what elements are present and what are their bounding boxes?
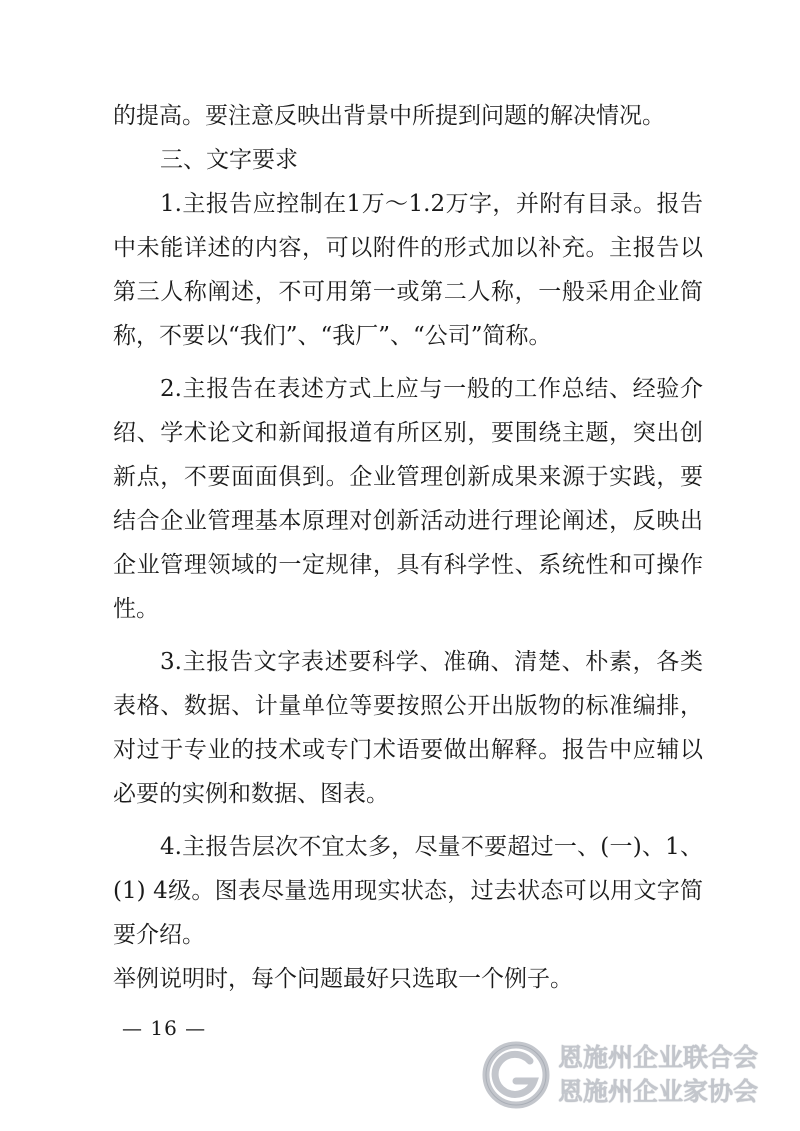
watermark-line-2: 恩施州企业家协会 [558, 1077, 759, 1106]
watermark [480, 1032, 790, 1118]
watermark-text [558, 1041, 758, 1109]
paragraph-2: 2.主报告在表述方式上应与一般的工作总结、经验介绍、学术论文和新闻报道有所区别，要围绕主题，突出创新点，不要面面俱到。企业管理创新成果来源于实践，要结合企业管理基本原理对创新活动进行理论阐述，反映出企业管理领域的一定规律，具有科学性、系统性和可操作性。 [113, 376, 703, 622]
document-body [113, 94, 703, 1001]
org-logo-icon [480, 1039, 552, 1111]
paragraph-4-continuation: 举例说明时，每个问题最好只选取一个例子。 [113, 966, 573, 992]
paragraph-3: 3.主报告文字表述要科学、准确、清楚、朴素，各类表格、数据、计量单位等要按照公开出版物的标准编排，对过于专业的技术或专门术语要做出解释。报告中应辅以必要的实例和数据、图表。 [113, 649, 703, 807]
section-heading: 三、文字要求 [160, 147, 298, 173]
paragraph-1: 1.主报告应控制在1万～1.2万字，并附有目录。报告中未能详述的内容，可以附件的形式加以补充。主报告以第三人称阐述，不可用第一或第二人称，一般采用企业简称，不要以“我们”、“我厂”、“公司”简称。 [113, 191, 703, 349]
page-number: — 16 — [122, 1016, 207, 1040]
paragraph-4: 4.主报告层次不宜太多，尽量不要超过一、(一)、1、(1) 4级。图表尽量选用现实状态，过去状态可以用文字简要介绍。 [113, 834, 703, 948]
watermark-line-1: 恩施州企业联合会 [558, 1043, 759, 1072]
paragraph-continuation: 的提高。要注意反映出背景中所提到问题的解决情况。 [113, 103, 665, 129]
